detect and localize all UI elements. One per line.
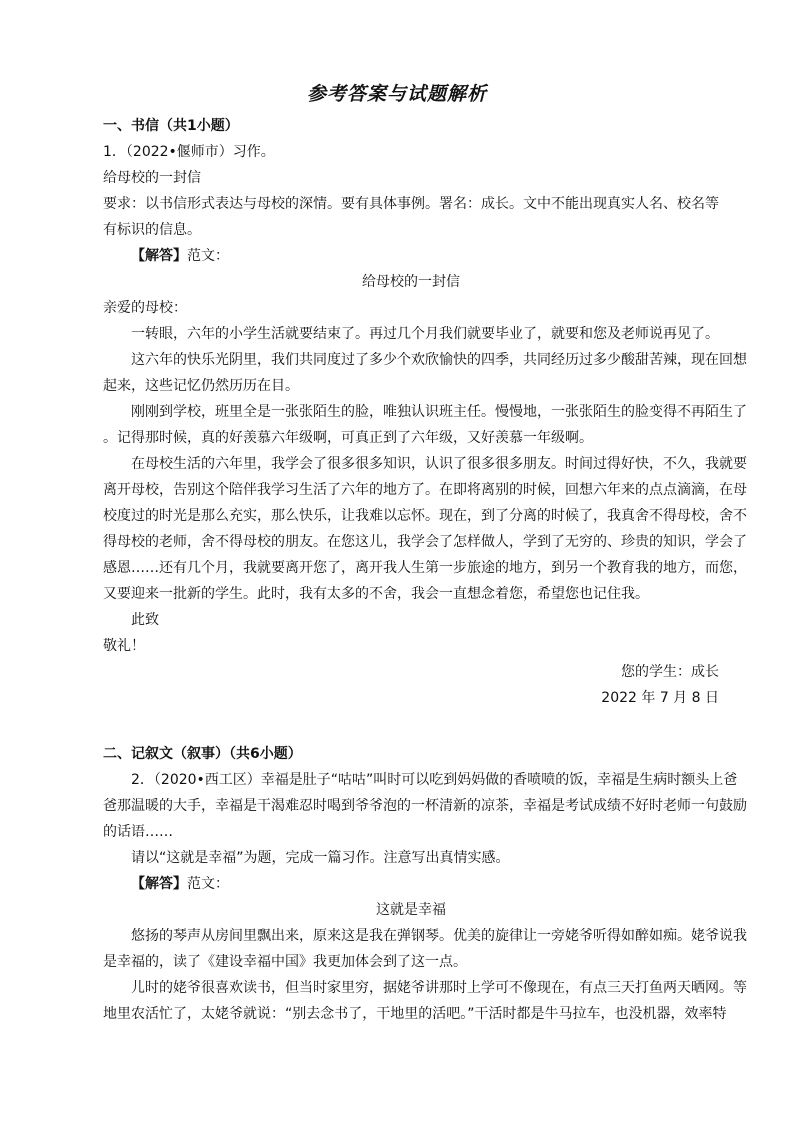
essay-line: 得母校的老师，舍不得母校的朋友。在您这儿，我学会了怎样做人，学到了无穷的、珍贵的知识，学会了: [103, 534, 747, 550]
essay-line: 一转眼，六年的小学生活就要结束了。再过几个月我们就要毕业了，就要和您及老师说再见了。: [131, 326, 719, 342]
essay-title: 给母校的一封信: [362, 274, 460, 290]
essay-line: 在母校生活的六年里，我学会了很多很多知识，认识了很多很多朋友。时间过得好快，不久，我就要: [131, 456, 747, 472]
essay-line: 悠扬的琴声从房间里飘出来，原来这是我在弹钢琴。优美的旋律让一旁姥爷听得如醉如痴。姥爷说我: [131, 928, 747, 944]
question-requirement: 要求：以书信形式表达与母校的深情。要有具体事例。署名：成长。文中不能出现真实人名、校名等: [103, 196, 719, 212]
essay-title: 这就是幸福: [376, 902, 446, 918]
question-prompt: 的话语……: [103, 824, 173, 840]
letter-signature: 您的学生：成长: [621, 664, 719, 680]
essay-line: 刚刚到学校，班里全是一张张陌生的脸，唯独认识班主任。慢慢地，一张张陌生的脸变得不再陌生了: [131, 404, 747, 420]
question-prompt: 2．（2020•西工区）幸福是肚子“咕咕”叫时可以吃到妈妈做的香喷喷的饭，幸福是生病时额头上爸: [131, 772, 738, 788]
essay-line: 儿时的姥爷很喜欢读书，但当时家里穷，据姥爷讲那时上学可不像现在，有点三天打鱼两天晒网。等: [131, 980, 747, 996]
essay-line: 。记得那时候，真的好羡慕六年级啊，可真正到了六年级，又好羡慕一年级啊。: [103, 430, 593, 446]
question-requirement: 有标识的信息。: [103, 222, 201, 238]
essay-line: 是幸福的，读了《建设幸福中国》我更加体会到了这一点。: [103, 954, 467, 970]
answer-prefix: 范文：: [187, 876, 229, 892]
letter-date: 2022 年 7 月 8 日: [601, 690, 719, 706]
essay-line: 这六年的快乐光阴里，我们共同度过了多少个欢欣愉快的四季，共同经历过多少酸甜苦辣，现在回想: [131, 352, 747, 368]
essay-line: 起来，这些记忆仍然历历在目。: [103, 378, 299, 394]
essay-line: 离开母校，告别这个陪伴我学习生活了六年的地方了。在即将离别的时候，回想六年来的点点滴滴，在母: [103, 482, 747, 498]
answer-prefix: 范文：: [187, 248, 229, 264]
letter-closing: 此致: [131, 612, 159, 628]
answer-tag: 【解答】: [131, 876, 187, 892]
section-heading: 一、书信（共1小题）: [103, 118, 239, 134]
section-narrative: [103, 741, 747, 1027]
answer-label: [103, 243, 719, 269]
essay-line: 又要迎来一批新的学生。此时，我有太多的不舍，我会一直想念着您，希望您也记住我。: [103, 586, 649, 602]
section-letter: [103, 113, 747, 711]
essay-line: 感恩……还有几个月，我就要离开您了，离开我人生第一步旅途的地方，到另一个教育我的地方，而您，: [103, 560, 747, 576]
answer-label: [103, 871, 719, 897]
answer-tag: 【解答】: [131, 248, 187, 264]
question-requirement: 请以“这就是幸福”为题，完成一篇习作。注意写出真情实感。: [131, 850, 510, 866]
question-prompt: 爸那温暖的大手，幸福是干渴难忍时喝到爷爷泡的一杯清新的凉茶，幸福是考试成绩不好时老师一句鼓励: [103, 798, 747, 814]
essay-line: 校度过的时光是那么充实，那么快乐，让我难以忘怀。现在，到了分离的时候了，我真舍不得母校，舍不: [103, 508, 747, 524]
letter-closing: 敬礼！: [103, 638, 145, 654]
question-topic: 给母校的一封信: [103, 170, 201, 186]
essay-line: 地里农活忙了，太姥爷就说：“别去念书了，干地里的活吧。”干活时都是牛马拉车，也没机器，效率特: [103, 1006, 727, 1022]
letter-greeting: 亲爱的母校：: [103, 300, 187, 316]
document-title: 参考答案与试题解析: [306, 83, 487, 105]
question-intro: 1．（2022•偃师市）习作。: [103, 144, 275, 160]
section-heading: 二、记叙文（叙事）（共6小题）: [103, 746, 302, 762]
